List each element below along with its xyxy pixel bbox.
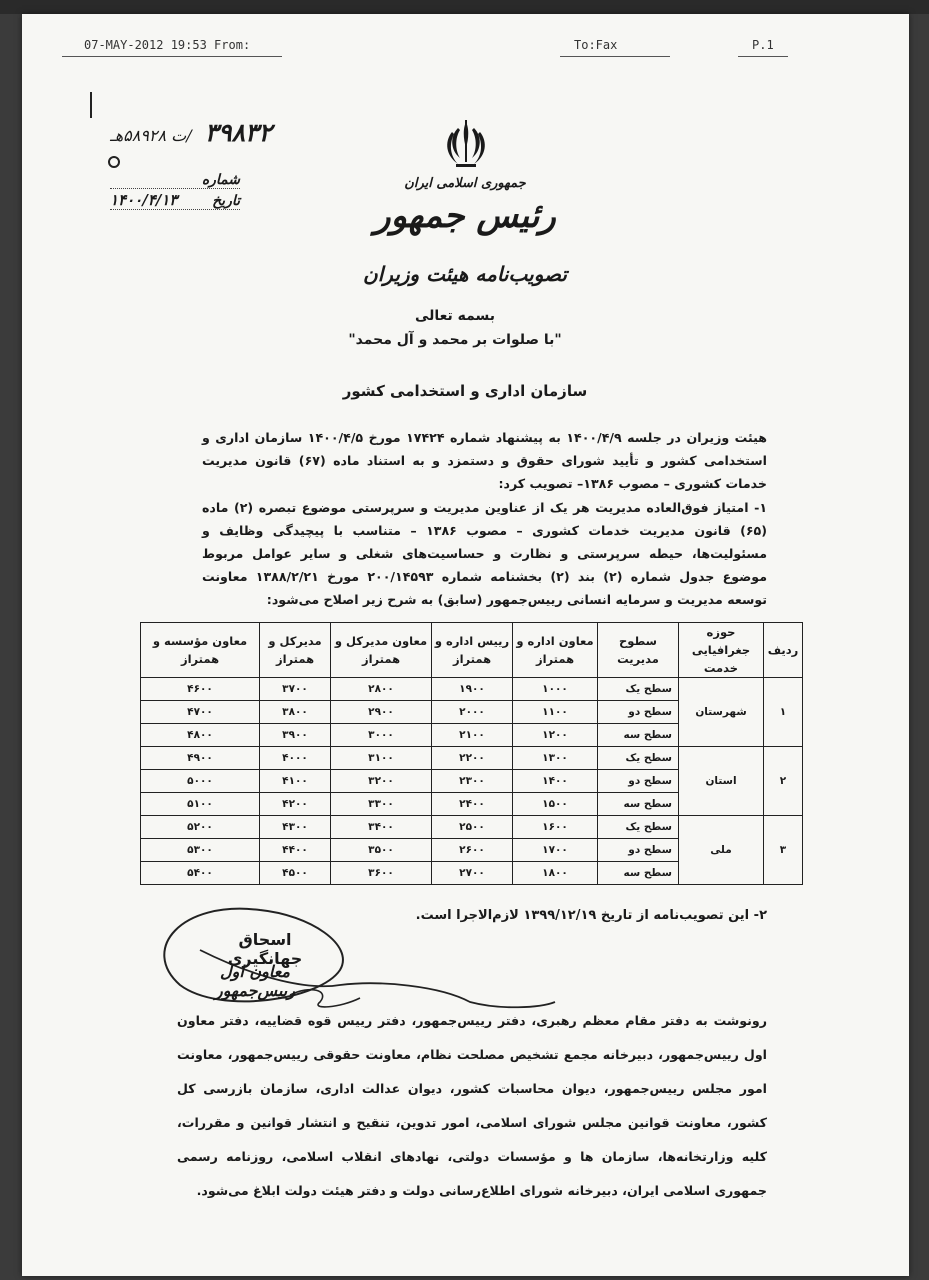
value-cell: ۲۶۰۰ xyxy=(432,839,513,862)
table-header-row xyxy=(141,623,803,678)
value-cell: ۵۱۰۰ xyxy=(141,793,260,816)
value-cell: ۱۱۰۰ xyxy=(513,701,598,724)
value-cell: ۳۲۰۰ xyxy=(331,770,432,793)
level-cell: سطح یک xyxy=(598,747,679,770)
value-cell: ۳۶۰۰ xyxy=(331,862,432,885)
value-cell: ۳۱۰۰ xyxy=(331,747,432,770)
fax-underline xyxy=(62,56,282,57)
value-cell: ۲۹۰۰ xyxy=(331,701,432,724)
signer-title: معاون اول رییس‌جمهور xyxy=(215,962,295,1000)
date-label: تاریخ xyxy=(212,193,240,209)
value-cell: ۱۷۰۰ xyxy=(513,839,598,862)
value-cell: ۴۳۰۰ xyxy=(260,816,331,839)
value-cell: ۴۶۰۰ xyxy=(141,678,260,701)
column-header: معاون اداره و همتراز xyxy=(513,623,598,678)
value-cell: ۲۳۰۰ xyxy=(432,770,513,793)
value-cell: ۲۸۰۰ xyxy=(331,678,432,701)
column-header: حوزه جغرافیایی خدمت xyxy=(679,623,764,678)
value-cell: ۲۰۰۰ xyxy=(432,701,513,724)
row-number-cell: ۳ xyxy=(764,816,803,885)
value-cell: ۴۹۰۰ xyxy=(141,747,260,770)
value-cell: ۳۷۰۰ xyxy=(260,678,331,701)
level-cell: سطح سه xyxy=(598,862,679,885)
column-header: رییس اداره و همتراز xyxy=(432,623,513,678)
fax-timestamp: 07-MAY-2012 19:53 From: xyxy=(84,38,251,52)
value-cell: ۳۴۰۰ xyxy=(331,816,432,839)
region-cell: شهرستان xyxy=(679,678,764,747)
fax-underline xyxy=(560,56,670,57)
value-cell: ۲۱۰۰ xyxy=(432,724,513,747)
reference-number-small: /ت ۵۸۹۲۸هـ xyxy=(110,126,192,145)
row-number-cell: ۲ xyxy=(764,747,803,816)
cc-distribution: رونوشت به دفتر مقام معظم رهبری، دفتر رییس‌جمهور، دفتر رییس قوه قضاییه، دفتر معاون اول رییس‌جمهور، دبیرخانه مجمع تشخیص مصلحت نظام، معاونت حقوقی رییس‌جمهور، معاونت امور مجلس رییس‌جمهور، دیوان محاسبات کشور، دیوان عدالت اداری، سازمان بازرسی کل کشور، معاونت قوانین مجلس شورای اسلامی، امور تدوین، تنقیح و انتشار قوانین و مقررات، کلیه وزارتخانه‌ها، سازمان ها و مؤسسات دولتی، نهادهای انقلاب اسلامی، روزنامه رسمی جمهوری اسلامی ایران، دبیرخانه شورای اطلاع‌رسانی دولت و دفتر هیئت دولت ابلاغ می‌شود. xyxy=(177,1013,767,1198)
margin-mark xyxy=(90,92,92,118)
president-title: رئیس جمهور xyxy=(374,196,556,236)
value-cell: ۱۸۰۰ xyxy=(513,862,598,885)
region-cell: ملی xyxy=(679,816,764,885)
value-cell: ۳۰۰۰ xyxy=(331,724,432,747)
reference-meta xyxy=(110,168,240,210)
reference-number xyxy=(110,118,272,147)
value-cell: ۳۳۰۰ xyxy=(331,793,432,816)
value-cell: ۴۰۰۰ xyxy=(260,747,331,770)
value-cell: ۱۲۰۰ xyxy=(513,724,598,747)
value-cell: ۳۵۰۰ xyxy=(331,839,432,862)
circle-mark-icon xyxy=(108,156,120,168)
paragraph-intro: هیئت وزیران در جلسه ۱۴۰۰/۴/۹ به پیشنهاد شماره ۱۷۴۲۴ مورخ ۱۴۰۰/۴/۵ سازمان اداری و استخدامی کشور و تأیید شورای حقوق و دستمزد و به استناد ماده (۶۷) قانون مدیریت خدمات کشوری – مصوب ۱۳۸۶– تصویب کرد: xyxy=(202,430,767,491)
value-cell: ۵۳۰۰ xyxy=(141,839,260,862)
number-label: شماره xyxy=(201,172,240,188)
value-cell: ۵۰۰۰ xyxy=(141,770,260,793)
value-cell: ۲۲۰۰ xyxy=(432,747,513,770)
fax-to: To:Fax xyxy=(574,38,618,52)
paragraph-clause-1: ۱- امتیاز فوق‌العاده مدیریت هر یک از عناوین مدیریت و سرپرستی موضوع تبصره (۲) ماده (۶۵) قانون مدیریت خدمات کشوری – مصوب ۱۳۸۶ – متناسب با پیچیدگی وظایف و مسئولیت‌ها، حیطه سرپرستی و نظارت و حساسیت‌های شغلی و سایر عوامل مربوط موضوع جدول شماره (۲) بند (۲) بخشنامه شماره ۲۰۰/۱۴۵۹۳ مورخ ۱۳۸۸/۲/۲۱ معاونت توسعه مدیریت و سرمایه انسانی رییس‌جمهور (سابق) به شرح زیر اصلاح می‌شود: xyxy=(202,500,767,607)
value-cell: ۱۳۰۰ xyxy=(513,747,598,770)
signer-name: اسحاق جهانگیری xyxy=(227,930,303,968)
value-cell: ۴۱۰۰ xyxy=(260,770,331,793)
value-cell: ۴۷۰۰ xyxy=(141,701,260,724)
column-header: سطوح مدیریت xyxy=(598,623,679,678)
fax-page: P.1 xyxy=(752,38,774,52)
reference-number-big: ۳۹۸۳۲ xyxy=(204,118,272,147)
level-cell: سطح دو xyxy=(598,701,679,724)
date-value: ۱۴۰۰/۴/۱۳ xyxy=(110,191,178,209)
fax-underline xyxy=(738,56,788,57)
value-cell: ۱۹۰۰ xyxy=(432,678,513,701)
number-row xyxy=(110,168,240,189)
table-row xyxy=(141,678,803,701)
bismillah: بسمه تعالی xyxy=(414,308,496,324)
level-cell: سطح یک xyxy=(598,678,679,701)
value-cell: ۵۴۰۰ xyxy=(141,862,260,885)
column-header: ردیف xyxy=(764,623,803,678)
table-row xyxy=(141,816,803,839)
column-header: مدیرکل و همتراز xyxy=(260,623,331,678)
value-cell: ۲۷۰۰ xyxy=(432,862,513,885)
level-cell: سطح سه xyxy=(598,793,679,816)
country-name: جمهوری اسلامی ایران xyxy=(404,176,526,191)
level-cell: سطح سه xyxy=(598,724,679,747)
value-cell: ۴۸۰۰ xyxy=(141,724,260,747)
value-cell: ۴۴۰۰ xyxy=(260,839,331,862)
table-row xyxy=(141,747,803,770)
value-cell: ۵۲۰۰ xyxy=(141,816,260,839)
value-cell: ۲۴۰۰ xyxy=(432,793,513,816)
column-header: معاون مؤسسه و همتراز xyxy=(141,623,260,678)
value-cell: ۱۵۰۰ xyxy=(513,793,598,816)
value-cell: ۱۴۰۰ xyxy=(513,770,598,793)
approval-title: تصویب‌نامه هیئت وزیران xyxy=(363,262,567,286)
salavat: "با صلوات بر محمد و آل محمد" xyxy=(348,332,562,348)
value-cell: ۳۹۰۰ xyxy=(260,724,331,747)
recipient: سازمان اداری و استخدامی کشور xyxy=(342,382,588,400)
level-cell: سطح دو xyxy=(598,770,679,793)
value-cell: ۲۵۰۰ xyxy=(432,816,513,839)
value-cell: ۴۲۰۰ xyxy=(260,793,331,816)
scan-top-border xyxy=(0,0,929,14)
level-cell: سطح یک xyxy=(598,816,679,839)
value-cell: ۳۸۰۰ xyxy=(260,701,331,724)
value-cell: ۱۶۰۰ xyxy=(513,816,598,839)
iran-emblem-icon xyxy=(444,118,488,170)
column-header: معاون مدیرکل و همتراز xyxy=(331,623,432,678)
region-cell: استان xyxy=(679,747,764,816)
date-row xyxy=(110,189,240,210)
clause-2: ۲- این تصویب‌نامه از تاریخ ۱۳۹۹/۱۲/۱۹ لازم‌الاجرا است. xyxy=(415,908,767,923)
level-cell: سطح دو xyxy=(598,839,679,862)
management-allowance-table xyxy=(140,622,803,885)
row-number-cell: ۱ xyxy=(764,678,803,747)
value-cell: ۴۵۰۰ xyxy=(260,862,331,885)
value-cell: ۱۰۰۰ xyxy=(513,678,598,701)
